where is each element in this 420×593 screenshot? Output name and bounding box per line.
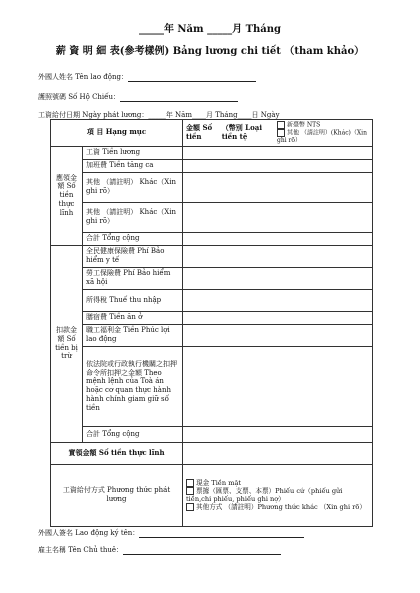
pay-method-cash[interactable] <box>186 479 369 487</box>
amount-cell[interactable] <box>183 267 373 289</box>
other-currency-checkbox[interactable] <box>277 129 285 137</box>
amount-label: 金額 Số tiền <box>186 123 213 141</box>
employer-line[interactable] <box>123 554 281 555</box>
amount-cell[interactable] <box>183 346 373 426</box>
worker-name-label: 外國人姓名 Tên lao động： <box>38 73 128 81</box>
deduct-item-0: 全民健康保險費 Phí Bảo hiểm y tế <box>83 245 183 267</box>
income-item-3: 其他 （請註明） Khác（Xin ghi rõ） <box>83 202 183 232</box>
cash-label: 現金 Tiền mặt <box>196 478 242 487</box>
header-item: 項 目 Hạng mục <box>51 120 183 147</box>
pay-date-field: 工資給付日期 Ngày phát lương：_____年 Năm____月 Tháng____日 Ngày <box>38 111 280 119</box>
table-row <box>51 289 373 311</box>
table-row <box>51 311 373 324</box>
deduct-group-label: 扣款金額 Số tiền bị trừ <box>51 245 83 442</box>
passport-label: 護照號碼 Số Hộ Chiếu： <box>38 93 120 101</box>
deduct-item-3: 膳宿費 Tiền ăn ở <box>83 311 183 324</box>
income-item-4: 合計 Tổng cộng <box>83 232 183 245</box>
passport-line[interactable] <box>120 101 238 102</box>
amount-cell[interactable] <box>183 146 373 159</box>
currency-label: （幣別 Loại tiền tệ <box>221 123 262 141</box>
nts-checkbox[interactable] <box>277 121 285 129</box>
salary-table <box>50 119 373 527</box>
deduct-item-5: 依法院或行政執行機關之扣押命令所扣押之金額 Theo mệnh lệnh của Toà án hoặc cơ quan thực hành hành chính giam giữ số tiền <box>83 346 183 426</box>
worker-name-line[interactable] <box>128 81 256 82</box>
worker-sign-label: 外國人簽名 Lao động ký tên： <box>38 529 140 537</box>
worker-sign-line[interactable] <box>139 537 304 538</box>
cash-checkbox[interactable] <box>186 479 194 487</box>
passport-field <box>38 92 238 102</box>
pay-method-other[interactable] <box>186 503 369 511</box>
income-item-2: 其他 （請註明） Khác（Xin ghi rõ） <box>83 172 183 202</box>
table-header-row <box>51 120 373 147</box>
amount-cell[interactable] <box>183 324 373 346</box>
table-row <box>51 324 373 346</box>
pay-method-bill[interactable] <box>186 487 369 503</box>
worker-sign-field <box>38 528 304 538</box>
amount-cell[interactable] <box>183 245 373 267</box>
table-row <box>51 159 373 172</box>
amount-cell[interactable] <box>183 202 373 232</box>
employer-label: 雇主名稱 Tên Chủ thuê： <box>38 546 124 554</box>
amount-cell[interactable] <box>183 159 373 172</box>
page-title: 薪 資 明 細 表(參考樣例) Bảng lương chi tiết （tham khảo） <box>55 46 365 57</box>
table-row <box>51 245 373 267</box>
currency-nts: 新臺幣 NTS <box>287 121 321 129</box>
net-pay-label: 實領金額 Số tiền thực lĩnh <box>51 442 183 464</box>
pay-method-options <box>183 464 373 526</box>
income-group-label: 應領金額 Số tiền thực lĩnh <box>51 146 83 245</box>
deduct-item-6: 合計 Tổng cộng <box>83 426 183 442</box>
employer-field <box>38 545 281 555</box>
table-row <box>51 232 373 245</box>
table-row <box>51 267 373 289</box>
net-pay-row <box>51 442 373 464</box>
income-item-1: 加班費 Tiền tăng ca <box>83 159 183 172</box>
table-row <box>51 202 373 232</box>
table-row <box>51 426 373 442</box>
pay-method-label: 工資給付方式 Phương thức phát lương <box>51 464 183 526</box>
amount-cell[interactable] <box>183 289 373 311</box>
bill-label: 票據（匯票、支票、本票）Phiếu cứ（phiếu gửi tiền,chi phiếu, phiếu ghi nợ） <box>186 486 343 503</box>
table-row <box>51 172 373 202</box>
bill-checkbox[interactable] <box>186 487 194 495</box>
header-amount <box>183 120 373 147</box>
other-method-label: 其他方式 （請註明）Phương thức khác （Xin ghi rõ） <box>196 503 366 512</box>
worker-name-field <box>38 72 256 82</box>
amount-cell[interactable] <box>183 311 373 324</box>
currency-other: 其他 （請註明）(Khác)（Xin ghi rõ） <box>277 129 367 144</box>
amount-cell[interactable] <box>183 426 373 442</box>
date-line: _____年 Năm _____月 Tháng <box>138 24 282 35</box>
deduct-item-2: 所得稅 Thuế thu nhập <box>83 289 183 311</box>
pay-method-row <box>51 464 373 526</box>
amount-cell[interactable] <box>183 172 373 202</box>
net-pay-cell[interactable] <box>183 442 373 464</box>
income-item-0: 工資 Tiền lương <box>83 146 183 159</box>
amount-cell[interactable] <box>183 232 373 245</box>
other-method-checkbox[interactable] <box>186 503 194 511</box>
deduct-item-4: 職工福利金 Tiền Phúc lợi lao động <box>83 324 183 346</box>
table-row <box>51 146 373 159</box>
deduct-item-1: 勞工保險費 Phí Bảo hiểm xã hội <box>83 267 183 289</box>
table-row <box>51 346 373 426</box>
